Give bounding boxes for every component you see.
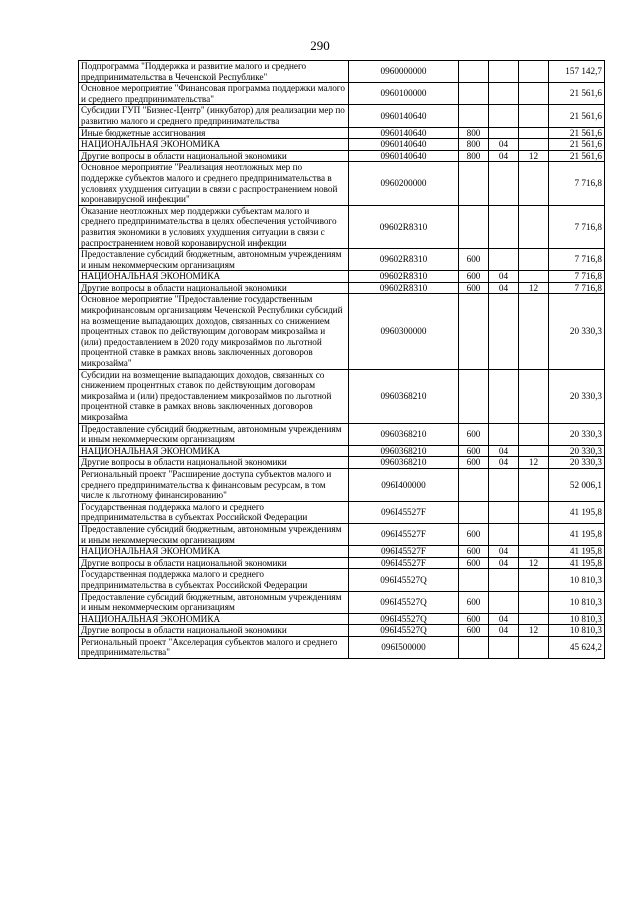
row-name-cell: Другие вопросы в области национальной экономики (79, 150, 349, 162)
table-row (79, 139, 605, 151)
subsection-cell (519, 105, 549, 127)
target-article-cell: 096I45527Q (349, 613, 459, 625)
expense-type-cell: 600 (459, 445, 489, 457)
expense-type-cell: 600 (459, 591, 489, 613)
table-row (79, 61, 605, 83)
budget-table (78, 60, 605, 659)
amount-cell: 10 810,3 (549, 569, 605, 591)
amount-cell: 45 624,2 (549, 636, 605, 658)
section-cell: 04 (489, 613, 519, 625)
table-row (79, 105, 605, 127)
expense-type-cell: 600 (459, 423, 489, 445)
section-cell (489, 591, 519, 613)
target-article-cell: 0960368210 (349, 445, 459, 457)
table-row (79, 468, 605, 501)
page-number: 290 (310, 38, 330, 53)
subsection-cell: 12 (519, 282, 549, 294)
section-cell (489, 83, 519, 105)
row-name-cell: Региональный проект "Расширение доступа субъектов малого и среднего предпринимательства к финансовым ресурсам, в том числе к льготному финансированию" (79, 468, 349, 501)
subsection-cell (519, 369, 549, 423)
table-row (79, 546, 605, 558)
amount-cell: 41 195,8 (549, 557, 605, 569)
section-cell (489, 205, 519, 248)
table-row (79, 150, 605, 162)
subsection-cell (519, 591, 549, 613)
expense-type-cell (459, 636, 489, 658)
table-row (79, 127, 605, 139)
target-article-cell: 09602R8310 (349, 249, 459, 271)
amount-cell: 7 716,8 (549, 162, 605, 205)
row-name-cell: Другие вопросы в области национальной экономики (79, 625, 349, 637)
subsection-cell (519, 83, 549, 105)
target-article-cell: 096I45527Q (349, 591, 459, 613)
target-article-cell: 0960000000 (349, 61, 459, 83)
expense-type-cell: 600 (459, 613, 489, 625)
amount-cell: 10 810,3 (549, 613, 605, 625)
subsection-cell (519, 61, 549, 83)
target-article-cell: 096I45527F (349, 523, 459, 545)
amount-cell: 7 716,8 (549, 282, 605, 294)
row-name-cell: Субсидии ГУП "Бизнес-Центр" (инкубатор) для реализации мер по развитию малого и среднего предпринимательства (79, 105, 349, 127)
expense-type-cell: 600 (459, 557, 489, 569)
target-article-cell: 096I45527Q (349, 569, 459, 591)
table-row (79, 294, 605, 369)
amount-cell: 21 561,6 (549, 150, 605, 162)
section-cell (489, 127, 519, 139)
table-row (79, 636, 605, 658)
table-row (79, 557, 605, 569)
target-article-cell: 0960140640 (349, 105, 459, 127)
amount-cell: 7 716,8 (549, 249, 605, 271)
amount-cell: 10 810,3 (549, 625, 605, 637)
subsection-cell (519, 162, 549, 205)
expense-type-cell (459, 294, 489, 369)
section-cell: 04 (489, 150, 519, 162)
table-row (79, 162, 605, 205)
row-name-cell: НАЦИОНАЛЬНАЯ ЭКОНОМИКА (79, 445, 349, 457)
row-name-cell: Иные бюджетные ассигнования (79, 127, 349, 139)
section-cell: 04 (489, 445, 519, 457)
section-cell: 04 (489, 625, 519, 637)
row-name-cell: Предоставление субсидий бюджетным, автономным учреждениям и иным некоммерческим организациям (79, 523, 349, 545)
amount-cell: 41 195,8 (549, 546, 605, 558)
amount-cell: 52 006,1 (549, 468, 605, 501)
table-row (79, 369, 605, 423)
subsection-cell: 12 (519, 457, 549, 469)
row-name-cell: Основное мероприятие "Предоставление государственным микрофинансовым организациям Чеченской Республики субсидий на возмещение выпадающих доходов, связанных со снижением процентных ставок по действующим договорам микрозайма и (или) предоставлением в 2020 году микрозаймов по льготной процентной ставке в рамках вновь заключенных договоров микрозайма" (79, 294, 349, 369)
amount-cell: 20 330,3 (549, 369, 605, 423)
subsection-cell (519, 249, 549, 271)
amount-cell: 20 330,3 (549, 457, 605, 469)
amount-cell: 41 195,8 (549, 501, 605, 523)
target-article-cell: 096I45527Q (349, 625, 459, 637)
subsection-cell (519, 127, 549, 139)
subsection-cell: 12 (519, 150, 549, 162)
subsection-cell (519, 569, 549, 591)
section-cell: 04 (489, 546, 519, 558)
target-article-cell: 0960140640 (349, 150, 459, 162)
subsection-cell (519, 523, 549, 545)
row-name-cell: НАЦИОНАЛЬНАЯ ЭКОНОМИКА (79, 271, 349, 283)
amount-cell: 21 561,6 (549, 105, 605, 127)
row-name-cell: Предоставление субсидий бюджетным, автономным учреждениям и иным некоммерческим организациям (79, 591, 349, 613)
subsection-cell (519, 139, 549, 151)
section-cell (489, 162, 519, 205)
target-article-cell: 0960368210 (349, 457, 459, 469)
section-cell (489, 423, 519, 445)
row-name-cell: Другие вопросы в области национальной экономики (79, 557, 349, 569)
row-name-cell: НАЦИОНАЛЬНАЯ ЭКОНОМИКА (79, 546, 349, 558)
table-row (79, 569, 605, 591)
subsection-cell: 12 (519, 625, 549, 637)
table-row (79, 83, 605, 105)
row-name-cell: НАЦИОНАЛЬНАЯ ЭКОНОМИКА (79, 139, 349, 151)
expense-type-cell (459, 162, 489, 205)
section-cell (489, 105, 519, 127)
section-cell (489, 294, 519, 369)
amount-cell: 7 716,8 (549, 205, 605, 248)
row-name-cell: Региональный проект "Акселерация субъектов малого и среднего предпринимательства" (79, 636, 349, 658)
expense-type-cell (459, 569, 489, 591)
target-article-cell: 0960368210 (349, 369, 459, 423)
subsection-cell: 12 (519, 557, 549, 569)
target-article-cell: 096I500000 (349, 636, 459, 658)
target-article-cell: 096I45527F (349, 501, 459, 523)
section-cell (489, 501, 519, 523)
section-cell: 04 (489, 271, 519, 283)
amount-cell: 20 330,3 (549, 445, 605, 457)
section-cell (489, 249, 519, 271)
expense-type-cell (459, 83, 489, 105)
row-name-cell: Другие вопросы в области национальной экономики (79, 457, 349, 469)
amount-cell: 20 330,3 (549, 423, 605, 445)
expense-type-cell: 600 (459, 271, 489, 283)
expense-type-cell (459, 205, 489, 248)
section-cell (489, 61, 519, 83)
section-cell: 04 (489, 557, 519, 569)
section-cell: 04 (489, 139, 519, 151)
target-article-cell: 096I400000 (349, 468, 459, 501)
target-article-cell: 09602R8310 (349, 271, 459, 283)
target-article-cell: 0960140640 (349, 139, 459, 151)
expense-type-cell: 600 (459, 625, 489, 637)
row-name-cell: Субсидии на возмещение выпадающих доходов, связанных со снижением процентных ставок по действующим договорам микрозайма и (или) предоставлением микрозаймов по льготной процентной ставке в рамках вновь заключенных договоров микрозайма (79, 369, 349, 423)
target-article-cell: 0960200000 (349, 162, 459, 205)
table-row (79, 613, 605, 625)
table-row (79, 445, 605, 457)
amount-cell: 157 142,7 (549, 61, 605, 83)
row-name-cell: НАЦИОНАЛЬНАЯ ЭКОНОМИКА (79, 613, 349, 625)
amount-cell: 41 195,8 (549, 523, 605, 545)
amount-cell: 7 716,8 (549, 271, 605, 283)
amount-cell: 21 561,6 (549, 127, 605, 139)
subsection-cell (519, 613, 549, 625)
row-name-cell: Подпрограмма "Поддержка и развитие малого и среднего предпринимательства в Чеченской Республике" (79, 61, 349, 83)
section-cell (489, 523, 519, 545)
table-row (79, 271, 605, 283)
subsection-cell (519, 205, 549, 248)
table-row (79, 423, 605, 445)
expense-type-cell: 600 (459, 282, 489, 294)
target-article-cell: 096I45527F (349, 546, 459, 558)
row-name-cell: Основное мероприятие "Финансовая программа поддержки малого и среднего предпринимательства" (79, 83, 349, 105)
target-article-cell: 096I45527F (349, 557, 459, 569)
row-name-cell: Государственная поддержка малого и среднего предпринимательства в субъектах Российской Федерации (79, 501, 349, 523)
table-row (79, 625, 605, 637)
subsection-cell (519, 636, 549, 658)
expense-type-cell: 800 (459, 127, 489, 139)
row-name-cell: Основное мероприятие "Реализация неотложных мер по поддержке субъектов малого и среднего предпринимательства в условиях ухудшения ситуации в связи с распространением новой коронавирусной инфекции" (79, 162, 349, 205)
target-article-cell: 0960140640 (349, 127, 459, 139)
row-name-cell: Предоставление субсидий бюджетным, автономным учреждениям и иным некоммерческим организациям (79, 249, 349, 271)
row-name-cell: Государственная поддержка малого и среднего предпринимательства в субъектах Российской Федерации (79, 569, 349, 591)
expense-type-cell (459, 501, 489, 523)
expense-type-cell: 600 (459, 457, 489, 469)
table-row (79, 205, 605, 248)
table-row (79, 591, 605, 613)
target-article-cell: 09602R8310 (349, 282, 459, 294)
expense-type-cell: 600 (459, 249, 489, 271)
target-article-cell: 0960300000 (349, 294, 459, 369)
table-row (79, 249, 605, 271)
section-cell (489, 569, 519, 591)
expense-type-cell: 600 (459, 546, 489, 558)
subsection-cell (519, 468, 549, 501)
table-row (79, 523, 605, 545)
expense-type-cell (459, 105, 489, 127)
table-row (79, 501, 605, 523)
expense-type-cell (459, 369, 489, 423)
amount-cell: 20 330,3 (549, 294, 605, 369)
section-cell: 04 (489, 282, 519, 294)
row-name-cell: Оказание неотложных мер поддержки субъектам малого и среднего предпринимательства в целях обеспечения устойчивого развития экономики в условиях ухудшения ситуации в связи с распространением новой коронавирусной инфекции (79, 205, 349, 248)
section-cell: 04 (489, 457, 519, 469)
expense-type-cell (459, 468, 489, 501)
subsection-cell (519, 294, 549, 369)
amount-cell: 21 561,6 (549, 139, 605, 151)
subsection-cell (519, 423, 549, 445)
row-name-cell: Предоставление субсидий бюджетным, автономным учреждениям и иным некоммерческим организациям (79, 423, 349, 445)
expense-type-cell (459, 61, 489, 83)
budget-table-body (79, 61, 605, 659)
subsection-cell (519, 445, 549, 457)
section-cell (489, 468, 519, 501)
subsection-cell (519, 501, 549, 523)
subsection-cell (519, 546, 549, 558)
section-cell (489, 369, 519, 423)
target-article-cell: 0960100000 (349, 83, 459, 105)
section-cell (489, 636, 519, 658)
expense-type-cell: 600 (459, 523, 489, 545)
target-article-cell: 09602R8310 (349, 205, 459, 248)
expense-type-cell: 800 (459, 139, 489, 151)
table-row (79, 457, 605, 469)
table-row (79, 282, 605, 294)
expense-type-cell: 800 (459, 150, 489, 162)
target-article-cell: 0960368210 (349, 423, 459, 445)
row-name-cell: Другие вопросы в области национальной экономики (79, 282, 349, 294)
amount-cell: 21 561,6 (549, 83, 605, 105)
amount-cell: 10 810,3 (549, 591, 605, 613)
subsection-cell (519, 271, 549, 283)
